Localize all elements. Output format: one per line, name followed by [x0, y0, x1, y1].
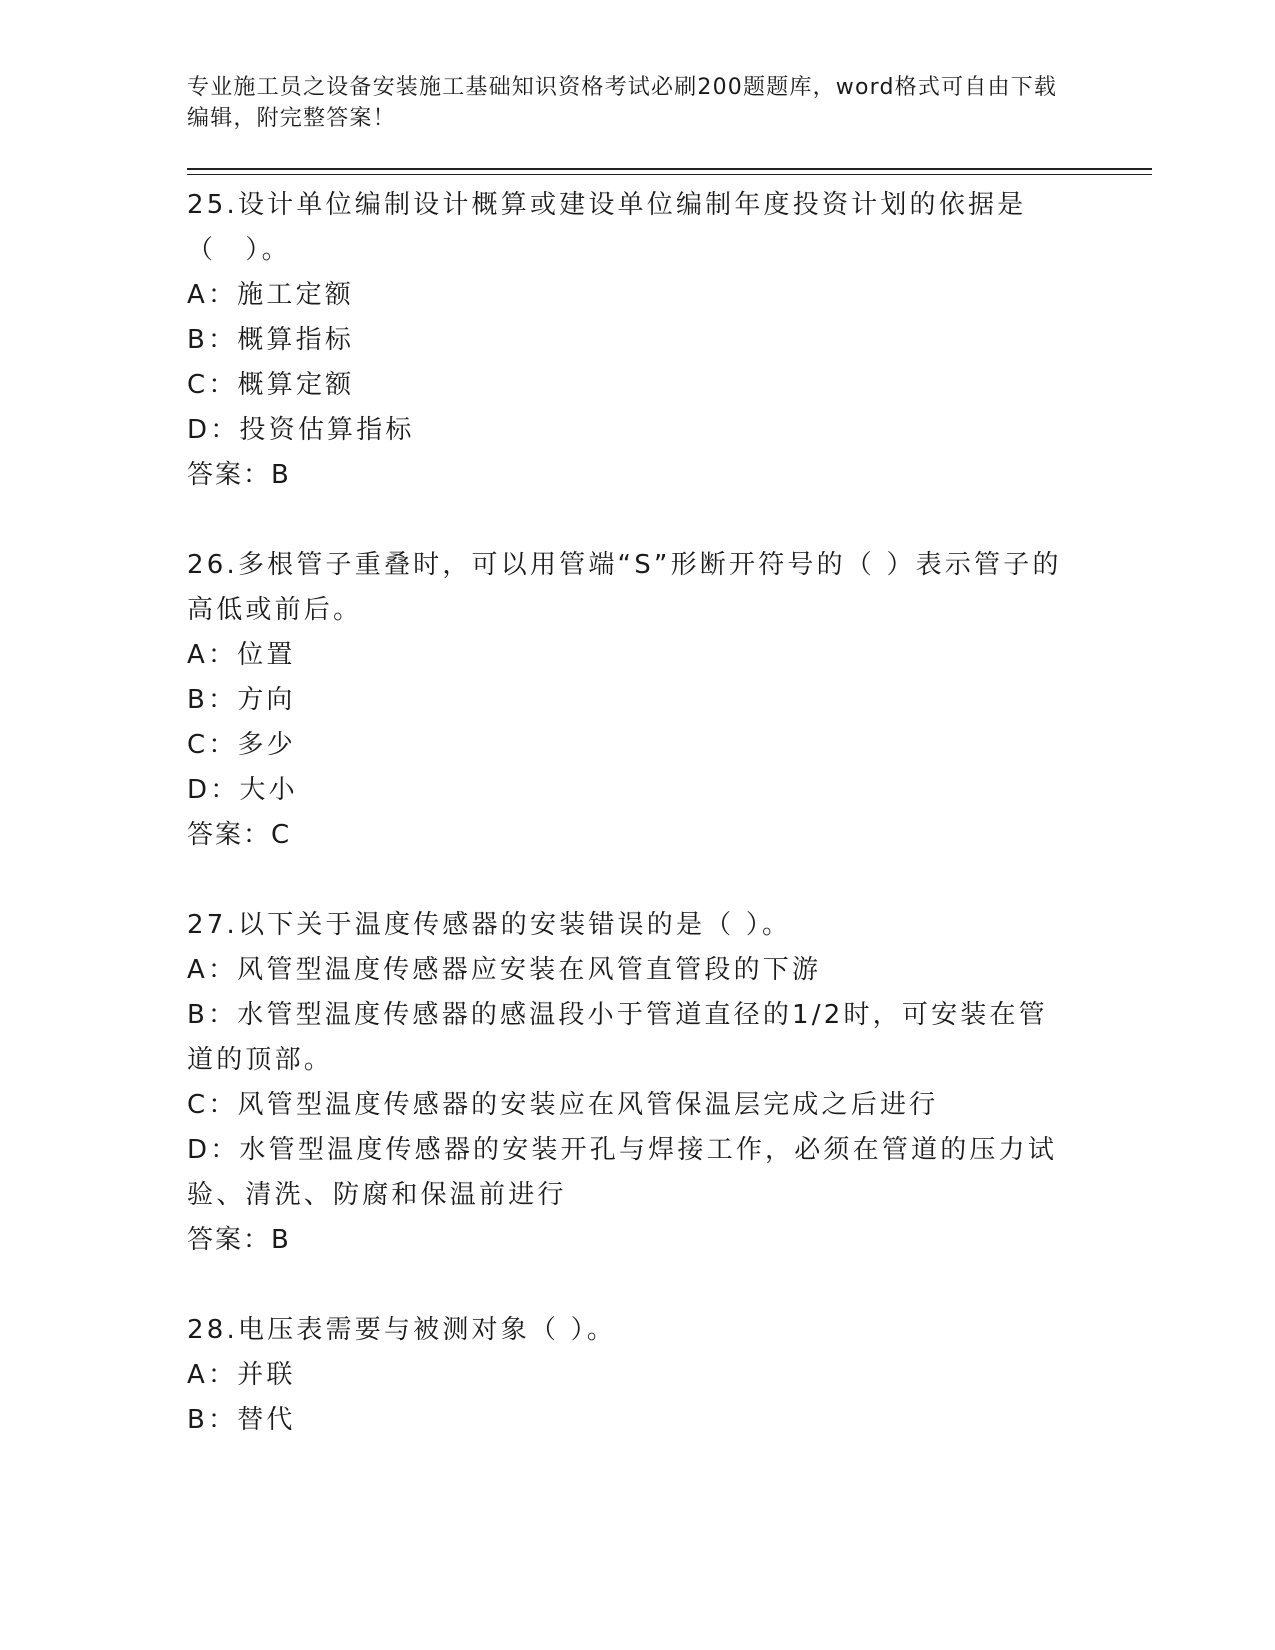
- answer: 答案：C: [187, 820, 292, 850]
- option-b: B：概算指标: [187, 325, 355, 355]
- option-a: A：风管型温度传感器应安装在风管直管段的下游: [187, 955, 822, 985]
- question-list: [187, 183, 1152, 1443]
- question-28: [187, 1308, 1152, 1443]
- spacer: [187, 498, 1152, 543]
- option-d: D：大小: [187, 775, 298, 805]
- header-divider: [187, 168, 1152, 175]
- question-26: [187, 543, 1152, 858]
- spacer: [187, 1263, 1152, 1308]
- option-b: B：替代: [187, 1405, 296, 1435]
- question-25: [187, 183, 1152, 498]
- question-stem: 25.设计单位编制设计概算或建设单位编制年度投资计划的依据是（ ）。: [187, 190, 1027, 265]
- answer: 答案：B: [187, 1225, 291, 1255]
- option-c: C：风管型温度传感器的安装应在风管保温层完成之后进行: [187, 1090, 939, 1120]
- option-a: A：位置: [187, 640, 296, 670]
- spacer: [187, 858, 1152, 903]
- document-header: 专业施工员之设备安装施工基础知识资格考试必刷200题题库，word格式可自由下载编辑，附完整答案！: [187, 75, 1058, 131]
- option-b: B：方向: [187, 685, 296, 715]
- question-stem: 27.以下关于温度传感器的安装错误的是（ ）。: [187, 910, 792, 940]
- option-c: C：多少: [187, 730, 296, 760]
- option-b: B：水管型温度传感器的感温段小于管道直径的1/2时，可安装在管道的顶部。: [187, 1000, 1048, 1075]
- question-stem: 26.多根管子重叠时，可以用管端“S”形断开符号的（ ）表示管子的高低或前后。: [187, 550, 1062, 625]
- option-a: A：并联: [187, 1360, 296, 1390]
- question-stem: 28.电压表需要与被测对象（ ）。: [187, 1315, 617, 1345]
- answer: 答案：B: [187, 460, 291, 490]
- question-27: [187, 903, 1152, 1263]
- option-d: D：水管型温度传感器的安装开孔与焊接工作，必须在管道的压力试验、清洗、防腐和保温前进行: [187, 1135, 1058, 1210]
- option-c: C：概算定额: [187, 370, 355, 400]
- option-d: D：投资估算指标: [187, 415, 415, 445]
- option-a: A：施工定额: [187, 280, 354, 310]
- document-page: [187, 72, 1152, 1443]
